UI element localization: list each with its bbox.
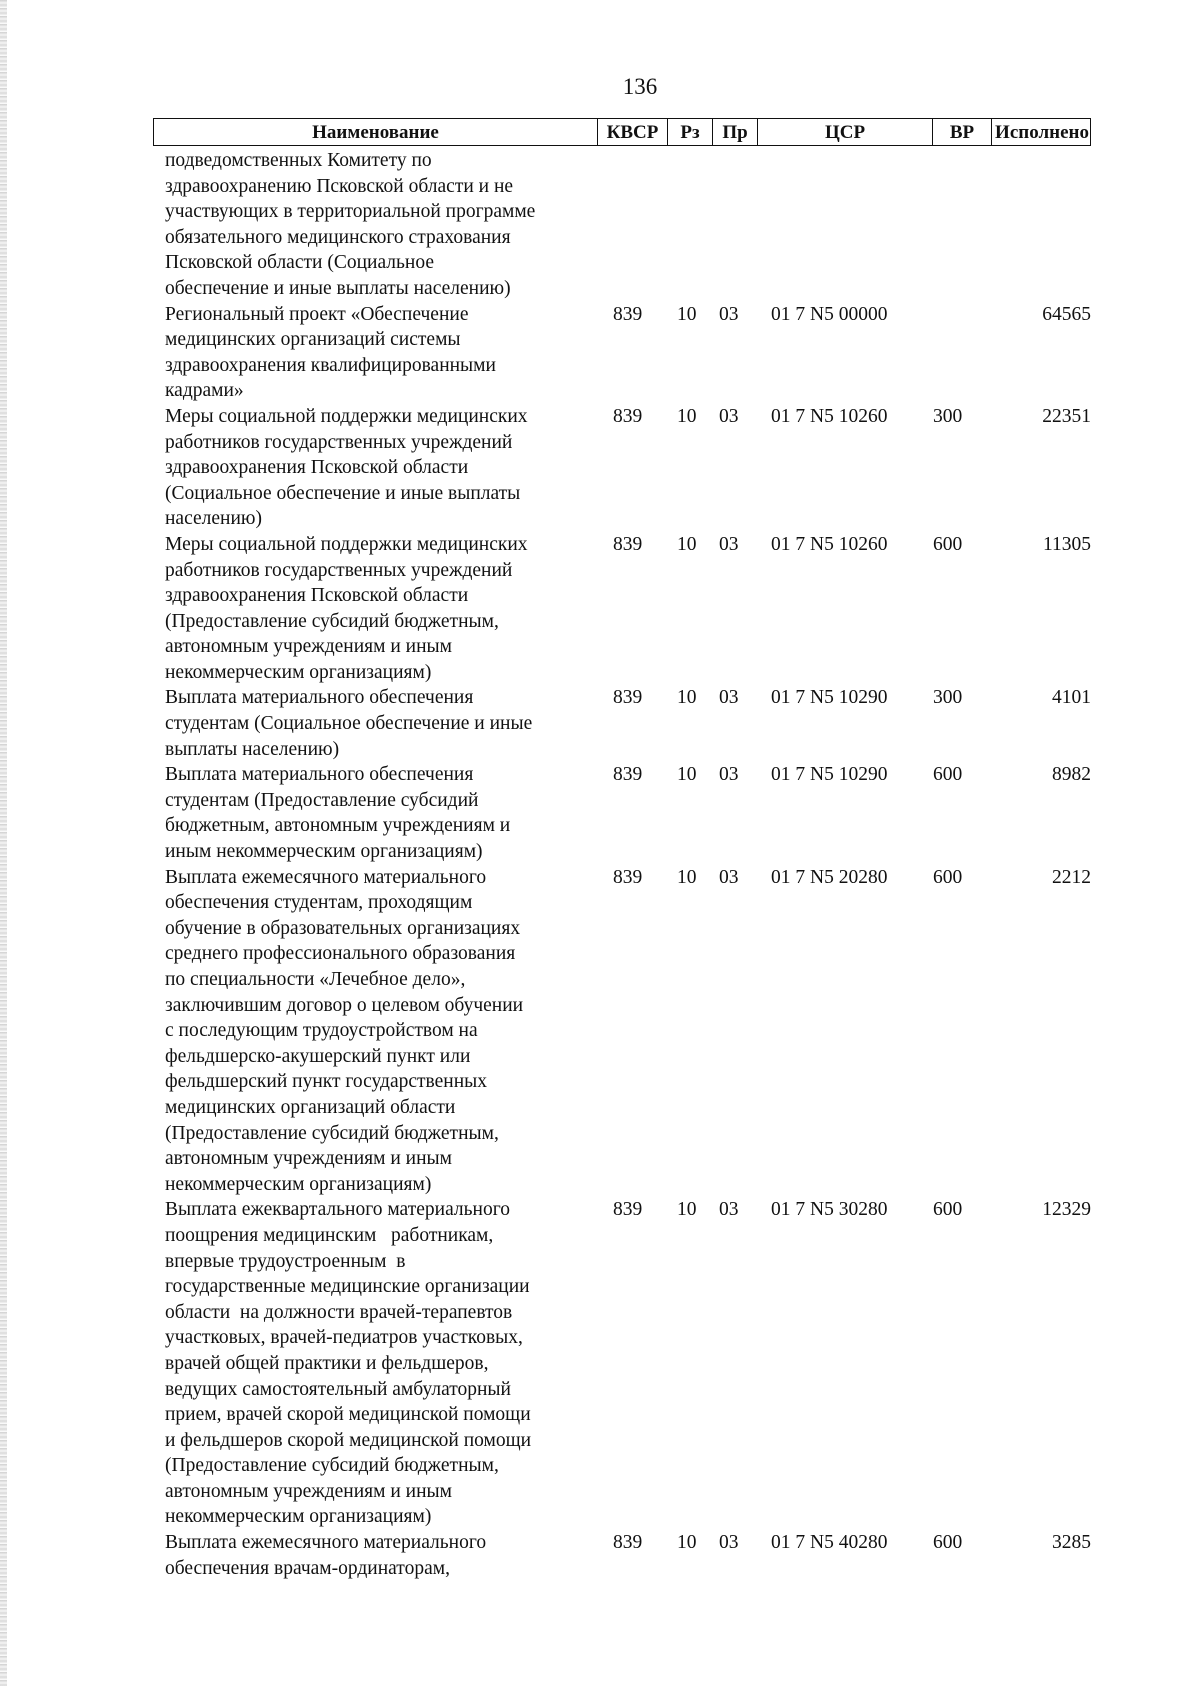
page-number: 136 [622, 74, 658, 99]
table-body [165, 148, 1115, 1581]
row-kvsr: 839 [613, 405, 643, 427]
row-kvsr: 839 [613, 1532, 643, 1554]
row-vr: 600 [933, 764, 963, 786]
row-name: Меры социальной поддержки медицинских работников государственных учреждений здравоохранения Псковской области (Предоставление субсидий бюджетным, автономным учреждениям и иным некоммерческим организациям) [165, 533, 528, 683]
table-row [165, 302, 1115, 404]
row-executed: 2212 [1052, 866, 1091, 888]
row-rz: 10 [677, 405, 697, 427]
table-row [165, 148, 1115, 302]
header-name: Наименование [312, 122, 439, 143]
row-executed: 64565 [1042, 303, 1091, 325]
row-executed: 22351 [1042, 405, 1091, 427]
row-pr: 03 [719, 764, 739, 786]
row-csr: 01 7 N5 10290 [771, 687, 888, 709]
table-row [165, 1530, 1115, 1581]
row-rz: 10 [677, 687, 697, 709]
row-pr: 03 [719, 866, 739, 888]
row-vr: 300 [933, 687, 963, 709]
row-pr: 03 [719, 1199, 739, 1221]
header-pr: Пр [712, 119, 757, 145]
row-name: Выплата ежемесячного материального обеспечения врачам-ординаторам, [165, 1532, 487, 1579]
row-name: Выплата ежемесячного материального обеспечения студентам, проходящим обучение в образовательных организациях среднего профессионального образования по специальности «Лечебное дело», заключившим договор о целевом обучении с последующим трудоустройством на фельдшерско-акушерский пункт или фельдшерский пункт государственных медицинских организаций области (Предоставление субсидий бюджетным, автономным учреждениям и иным некоммерческим организациям) [165, 866, 524, 1195]
table-row [165, 865, 1115, 1198]
row-rz: 10 [677, 1532, 697, 1554]
header-rz: Рз [667, 119, 712, 145]
row-executed: 11305 [1042, 533, 1091, 555]
table-row [165, 1197, 1115, 1530]
row-executed: 8982 [1052, 764, 1091, 786]
row-executed: 3285 [1052, 1532, 1091, 1554]
header-kvsr: КВСР [597, 119, 667, 145]
row-kvsr: 839 [613, 303, 643, 325]
row-name: Выплата материального обеспечения студентам (Предоставление субсидий бюджетным, автономным учреждениям и иным некоммерческим организациям) [165, 764, 511, 863]
row-rz: 10 [677, 1199, 697, 1221]
header-vr: ВР [932, 119, 991, 145]
table-header [153, 118, 1091, 146]
table-row [165, 532, 1115, 686]
scan-edge [0, 0, 7, 1686]
row-rz: 10 [677, 533, 697, 555]
row-name: Выплата ежеквартального материального поощрения медицинским работникам, впервые трудоустроенным в государственные медицинские организации области на должности врачей-терапевтов участковых, врачей-педиатров участковых, врачей общей практики и фельдшеров, ведущих самостоятельный амбулаторный прием, врачей скорой медицинской помощи и фельдшеров скорой медицинской помощи (Предоставление субсидий бюджетным, автономным учреждениям и иным некоммерческим организациям) [165, 1199, 532, 1528]
row-pr: 03 [719, 303, 739, 325]
table-row [165, 685, 1115, 762]
header-executed: Исполнено [991, 119, 1092, 145]
row-csr: 01 7 N5 20280 [771, 866, 888, 888]
row-pr: 03 [719, 533, 739, 555]
row-rz: 10 [677, 764, 697, 786]
row-vr: 600 [933, 1532, 963, 1554]
row-rz: 10 [677, 303, 697, 325]
table-row [165, 404, 1115, 532]
row-kvsr: 839 [613, 764, 643, 786]
row-rz: 10 [677, 866, 697, 888]
row-vr: 300 [933, 405, 963, 427]
row-csr: 01 7 N5 00000 [771, 303, 888, 325]
row-kvsr: 839 [613, 533, 643, 555]
row-name: Региональный проект «Обеспечение медицинских организаций системы здравоохранения квалифицированными кадрами» [165, 303, 496, 402]
row-csr: 01 7 N5 10290 [771, 764, 888, 786]
row-csr: 01 7 N5 40280 [771, 1532, 888, 1554]
row-kvsr: 839 [613, 866, 643, 888]
row-name: Меры социальной поддержки медицинских работников государственных учреждений здравоохранения Псковской области (Социальное обеспечение и иные выплаты населению) [165, 405, 528, 530]
row-name: Выплата материального обеспечения студентам (Социальное обеспечение и иные выплаты населению) [165, 687, 533, 760]
row-executed: 12329 [1042, 1199, 1091, 1221]
row-kvsr: 839 [613, 687, 643, 709]
row-pr: 03 [719, 687, 739, 709]
header-csr: ЦСР [757, 119, 932, 145]
row-name: подведомственных Комитету по здравоохранению Псковской области и не участвующих в территориальной программе обязательного медицинского страхования Псковской области (Социальное обеспечение и иные выплаты населению) [165, 150, 536, 299]
row-vr: 600 [933, 1199, 963, 1221]
row-csr: 01 7 N5 10260 [771, 405, 888, 427]
row-csr: 01 7 N5 10260 [771, 533, 888, 555]
row-kvsr: 839 [613, 1199, 643, 1221]
row-vr: 600 [933, 533, 963, 555]
row-vr: 600 [933, 866, 963, 888]
table-row [165, 762, 1115, 864]
row-executed: 4101 [1052, 687, 1091, 709]
row-pr: 03 [719, 1532, 739, 1554]
row-csr: 01 7 N5 30280 [771, 1199, 888, 1221]
row-pr: 03 [719, 405, 739, 427]
